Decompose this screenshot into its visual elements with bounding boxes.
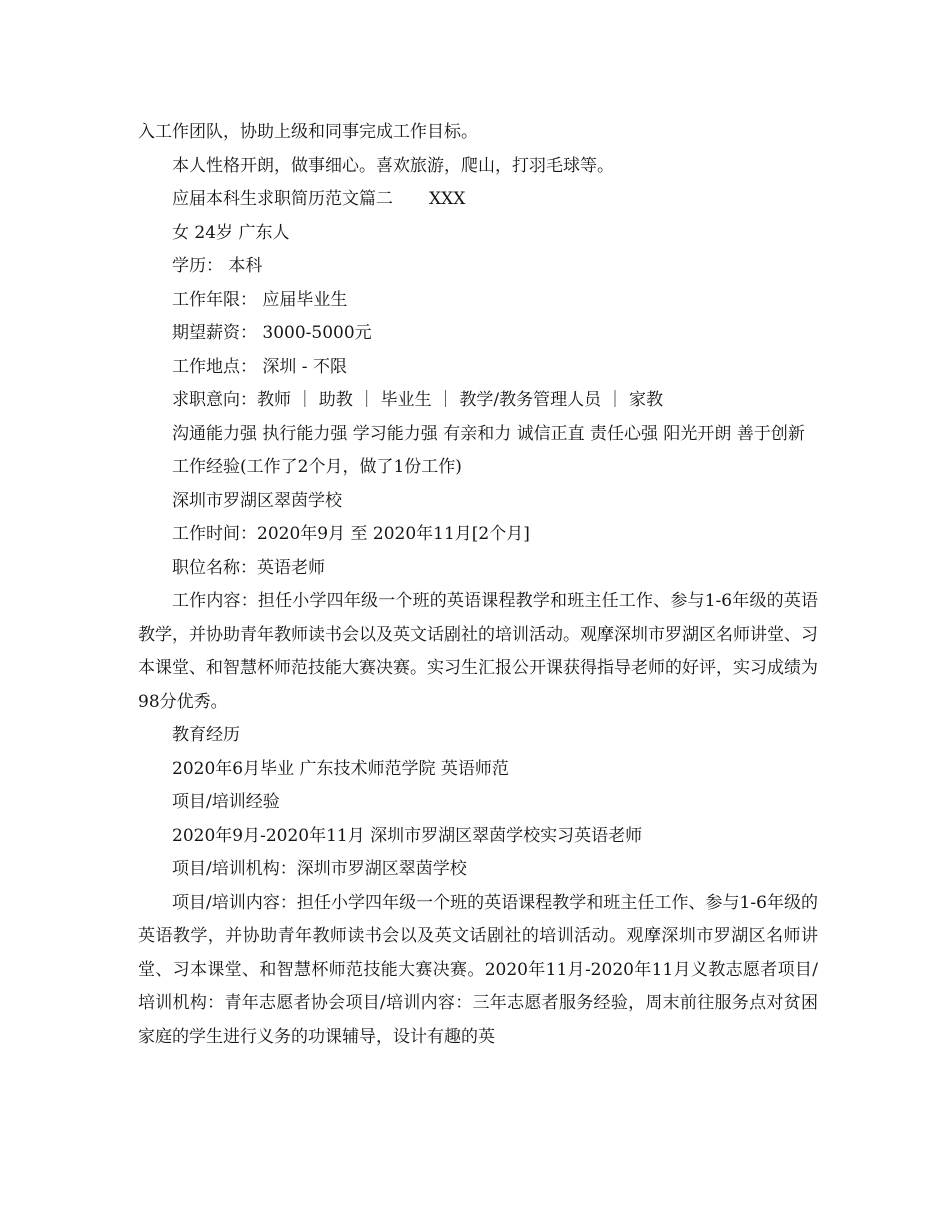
paragraph-location: 工作地点： 深圳 - 不限	[172, 356, 347, 377]
paragraph-education-level: 学历： 本科	[172, 256, 263, 276]
paragraph-job-intent: 求职意向：教师 ｜ 助教 ｜ 毕业生 ｜ 教学/教务管理人员 ｜ 家教	[172, 390, 663, 410]
paragraph-continuation: 入工作团队，协助上级和同事完成工作目标。	[138, 122, 478, 142]
paragraph-school: 深圳市罗湖区翠茵学校	[172, 490, 342, 511]
paragraph-skills: 沟通能力强 执行能力强 学习能力强 有亲和力 诚信正直 责任心强 阳光开朗 善于创新	[172, 423, 805, 444]
paragraph-work-experience: 工作经验(工作了2个月，做了1份工作)	[172, 457, 462, 477]
resume-title: 应届本科生求职简历范文篇二	[172, 189, 393, 209]
paragraph-work-content: 工作内容：担任小学四年级一个班的英语课程教学和班主任工作、参与1-6年级的英语教学，并协助青年教师读书会以及英文话剧社的培训活动。观摩深圳市罗湖区名师讲堂、习本课堂、和智慧杯师范技能大赛决赛。实习生汇报公开课获得指导老师的好评，实习成绩为98分优秀。	[138, 591, 818, 712]
paragraph-project-content: 项目/培训内容：担任小学四年级一个班的英语课程教学和班主任工作、参与1-6年级的英语教学，并协助青年教师读书会以及英文话剧社的培训活动。观摩深圳市罗湖区名师讲堂、习本课堂、和智慧杯师范技能大赛决赛。2020年11月-2020年11月义教志愿者项目/培训机构：青年志愿者协会项目/培训内容：三年志愿者服务经验，周末前往服务点对贫困家庭的学生进行义务的功课辅导，设计有趣的英	[138, 892, 818, 1047]
paragraph-position: 职位名称：英语老师	[172, 557, 325, 578]
paragraph-personality: 本人性格开朗，做事细心。喜欢旅游，爬山，打羽毛球等。	[172, 155, 614, 176]
resume-name: XXX	[429, 189, 466, 209]
paragraph-education-heading: 教育经历	[172, 725, 240, 745]
paragraph-salary: 期望薪资： 3000-5000元	[172, 323, 372, 343]
paragraph-graduation: 2020年6月毕业 广东技术师范学院 英语师范	[172, 758, 509, 779]
paragraph-project-org: 项目/培训机构：深圳市罗湖区翠茵学校	[172, 859, 467, 879]
paragraph-project-heading: 项目/培训经验	[172, 792, 280, 812]
paragraph-work-period: 工作时间：2020年9月 至 2020年11月[2个月]	[172, 524, 530, 544]
document-body	[138, 116, 818, 1054]
resume-heading	[138, 183, 818, 217]
paragraph-basic-info: 女 24岁 广东人	[172, 222, 290, 243]
paragraph-project-period: 2020年9月-2020年11月 深圳市罗湖区翠茵学校实习英语老师	[172, 825, 643, 846]
paragraph-work-years: 工作年限： 应届毕业生	[172, 289, 348, 310]
